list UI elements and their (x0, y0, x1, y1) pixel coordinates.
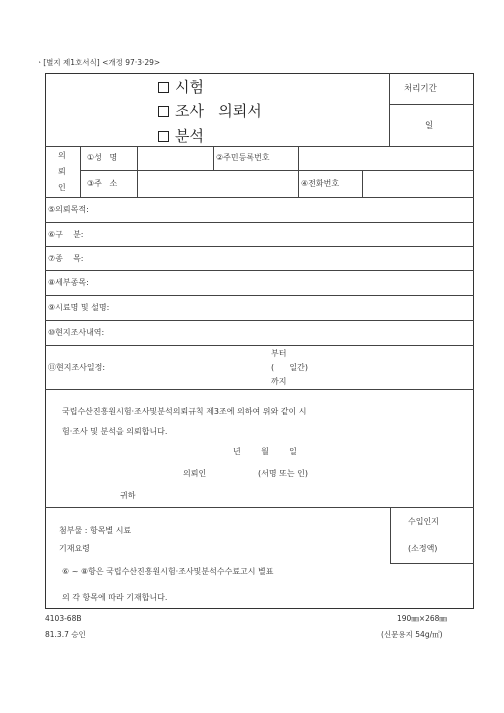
statement-line-1: 국립수산진흥원시험·조사및분석의뢰규칙 제3조에 의하여 위와 같이 시 (62, 407, 307, 416)
sample-label: ⑨시료명 및 설명: (48, 303, 110, 312)
rule (45, 246, 474, 247)
processing-period-value: 일 (425, 121, 434, 131)
rule (45, 222, 474, 223)
instructions-title: 기재요령 (59, 544, 90, 553)
rule (45, 320, 474, 321)
rule (45, 197, 474, 198)
schedule-from: 부터 (271, 349, 287, 358)
date-line: 년 월 일 (233, 447, 297, 456)
rule (213, 146, 214, 170)
schedule-label: ⑪현지조사일정: (48, 363, 106, 372)
address-field[interactable] (138, 171, 297, 196)
revenue-stamp-note: (소정액) (408, 544, 438, 553)
category-label: ⑥구 분: (48, 230, 84, 239)
option-analysis: 분석 (158, 129, 204, 144)
id-number-field[interactable] (299, 147, 473, 169)
approval-date: 81.3.7 승인 (45, 630, 86, 639)
address-label: ③주 소 (87, 179, 118, 188)
rule (45, 507, 474, 508)
period-divider (389, 104, 474, 105)
processing-period-label: 처리기간 (404, 84, 437, 94)
phone-label: ④전화번호 (301, 179, 340, 188)
rule (390, 507, 391, 563)
checkbox-analysis[interactable] (158, 131, 169, 142)
rule (80, 146, 81, 197)
paper-type: (신문용지 54g/㎡) (381, 630, 443, 639)
purpose-label: ⑤의뢰목적: (48, 205, 89, 214)
phone-field[interactable] (363, 171, 473, 196)
instructions-line-1: ⑥ ~ ⑧항은 국립수산진흥원시험·조사및분석수수료고시 별표 (62, 567, 274, 576)
form-number: 4103-68B (45, 614, 82, 623)
instructions-line-2: 의 각 항목에 따라 기재합니다. (62, 593, 168, 602)
detail-label: ⑧세부종목: (48, 278, 89, 287)
option-survey-request: 조사 의뢰서 (158, 104, 262, 119)
title-divider (389, 73, 390, 146)
checkbox-survey[interactable] (158, 106, 169, 117)
form-reference: ㆍ[별지 제1호서식] <개정 97·3·29> (36, 58, 161, 67)
statement-line-2: 험·조사 및 분석을 의뢰합니다. (62, 427, 168, 436)
rule (45, 389, 474, 390)
checkbox-test[interactable] (158, 82, 169, 93)
kind-label: ⑦종 목: (48, 254, 84, 263)
requester-label-1: 의 (58, 151, 66, 160)
rule (45, 295, 474, 296)
requester-label-3: 인 (58, 183, 66, 192)
rule (390, 563, 474, 564)
name-field[interactable] (138, 147, 212, 169)
addressee: 귀하 (120, 491, 136, 500)
id-number-label: ②주민등록번호 (216, 153, 270, 162)
signer-label: 의뢰인 (183, 469, 207, 478)
requester-label-2: 뢰 (58, 167, 66, 176)
paper-size: 190㎜×268㎜ (397, 614, 447, 623)
schedule-to: 까지 (271, 377, 287, 386)
option-test: 시험 (158, 80, 204, 95)
name-label: ①성 명 (87, 153, 118, 162)
rule (45, 270, 474, 271)
revenue-stamp-label: 수입인지 (408, 517, 439, 526)
signature-note: (서명 또는 인) (258, 469, 308, 478)
rule (45, 345, 474, 346)
field-survey-label: ⑩현지조사내역: (48, 328, 105, 337)
schedule-days: ( 일간) (271, 363, 308, 372)
attachment-label: 첨부물 : 항목별 시료 (59, 526, 132, 535)
